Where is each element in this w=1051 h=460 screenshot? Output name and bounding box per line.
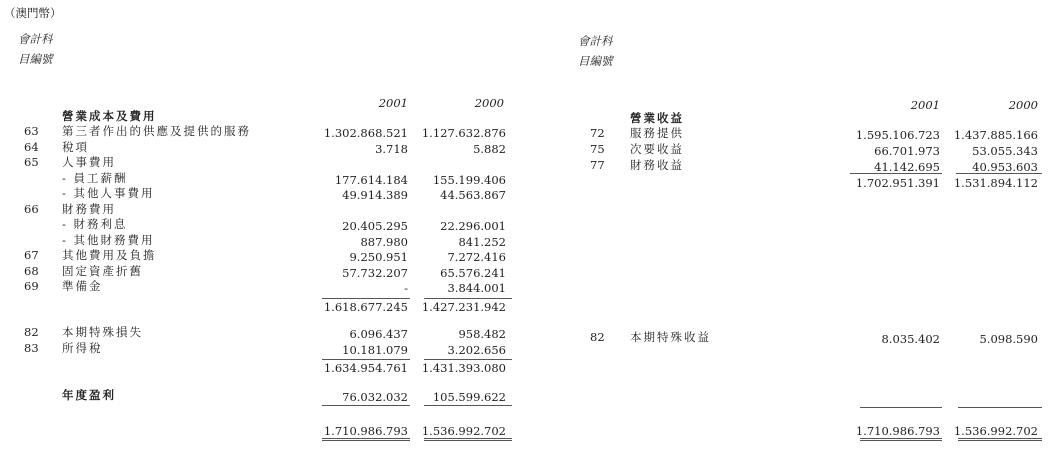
left-total-double-rule-a [322,438,410,441]
row-value-2000: 3.202.656 [447,343,506,357]
left-subtotal-rule-a [322,298,410,299]
right-special-code: 82 [590,330,605,344]
row-value-2001: 3.718 [375,142,408,156]
right-pre-total-rule-b [958,407,1042,408]
left-year-2000: 2000 [474,96,504,110]
right-year-2001: 2001 [910,98,940,112]
row-value-2000: 53.055.343 [972,144,1038,158]
row-value-2001: 6.096.437 [349,327,408,341]
row-label: - 其他財務費用 [62,233,155,247]
row-value-2001: 41.142.695 [874,160,940,174]
left-subtotal-b: 1.427.231.942 [421,300,506,314]
row-value-2001: 1.302.868.521 [323,126,408,140]
row-label: 次要收益 [630,142,684,156]
left-subtotal2-rule-b [424,359,512,360]
row-value-2001: 49.914.389 [342,188,408,202]
row-label: 本期特殊損失 [62,325,143,339]
row-label: 服務提供 [630,126,684,140]
row-code: 63 [24,124,39,138]
right-total-double-rule-a [860,438,942,441]
right-year-2000: 2000 [1008,98,1038,112]
row-value-2001: 20.405.295 [342,219,408,233]
row-value-2000: 7.272.416 [447,250,506,264]
right-special-label: 本期特殊收益 [630,330,711,344]
left-total-double-rule-b [424,438,512,441]
left-total-b: 1.536.992.702 [421,424,506,438]
row-code: 69 [24,279,39,293]
right-subtotal-rule-a [850,173,942,174]
row-label: 所得稅 [62,341,103,355]
row-value-2000: 40.953.603 [972,160,1038,174]
right-subtotal-a: 1.702.951.391 [855,176,940,190]
left-profit-label: 年度盈利 [62,388,116,402]
row-value-2000: 44.563.867 [440,188,506,202]
row-label: 準備金 [62,279,103,293]
row-value-2000: 1.437.885.166 [953,128,1038,142]
row-value-2001: 887.980 [360,235,408,249]
row-value-2001: 1.595.106.723 [855,128,940,142]
row-label: 第三者作出的供應及提供的服務 [62,124,251,138]
row-value-2001: 66.701.973 [874,144,940,158]
right-special-b: 5.098.590 [979,332,1038,346]
row-code: 82 [24,325,39,339]
right-subtotal-b: 1.531.894.112 [953,176,1038,190]
right-subtotal-rule-b [956,173,1042,174]
row-label: 其他費用及負擔 [62,248,157,262]
row-code: 68 [24,264,39,278]
right-total-b: 1.536.992.702 [953,424,1038,438]
left-subtotal2-b: 1.431.393.080 [421,361,506,375]
row-label: 財務費用 [62,202,116,216]
row-value-2000: 3.844.001 [447,281,506,295]
row-code: 72 [590,126,605,140]
left-subtotal2-rule-a [322,359,410,360]
left-subtotal2-a: 1.634.954.761 [323,361,408,375]
row-value-2000: 841.252 [458,235,506,249]
row-code: 66 [24,202,39,216]
left-total-a: 1.710.986.793 [323,424,408,438]
row-label: - 財務利息 [62,217,128,231]
row-code: 65 [24,155,39,169]
row-value-2001: 9.250.951 [349,250,408,264]
row-code: 83 [24,341,39,355]
row-label: - 其他人事費用 [62,186,155,200]
row-code: 75 [590,142,605,156]
row-label: 財務收益 [630,158,684,172]
right-code-header-1: 會計科 [578,34,613,48]
left-subtotal-a: 1.618.677.245 [323,300,408,314]
row-value-2001: 57.732.207 [342,266,408,280]
left-code-header-1: 會計科 [18,32,53,46]
left-code-header-2: 目編號 [18,52,53,66]
row-value-2001: 177.614.184 [334,173,408,187]
right-section-title: 營業收益 [630,111,684,125]
row-code: 67 [24,248,39,262]
row-label: 稅項 [62,140,89,154]
row-value-2000: 5.882 [473,142,506,156]
row-value-2000: 22.296.001 [440,219,506,233]
right-special-a: 8.035.402 [881,332,940,346]
left-section-title: 營業成本及費用 [62,109,157,123]
row-label: - 員工薪酬 [62,171,128,185]
left-profit-rule-b [424,405,512,406]
left-profit-a: 76.032.032 [342,390,408,404]
row-label: 人事費用 [62,155,116,169]
row-value-2000: 155.199.406 [432,173,506,187]
row-code: 64 [24,140,39,154]
left-profit-b: 105.599.622 [432,390,506,404]
right-pre-total-rule-a [860,407,942,408]
row-code: 77 [590,158,605,172]
row-value-2000: 1.127.632.876 [421,126,506,140]
currency-note: （澳門幣） [4,6,62,20]
row-label: 固定資產折舊 [62,264,143,278]
right-code-header-2: 目編號 [578,54,613,68]
row-value-2001: 10.181.079 [342,343,408,357]
left-profit-rule-a [322,405,410,406]
row-value-2000: 958.482 [458,327,506,341]
left-subtotal-rule-b [424,298,512,299]
left-year-2001: 2001 [378,96,408,110]
row-value-2000: 65.576.241 [440,266,506,280]
right-total-double-rule-b [958,438,1042,441]
row-value-2001: - [404,281,408,295]
right-total-a: 1.710.986.793 [855,424,940,438]
